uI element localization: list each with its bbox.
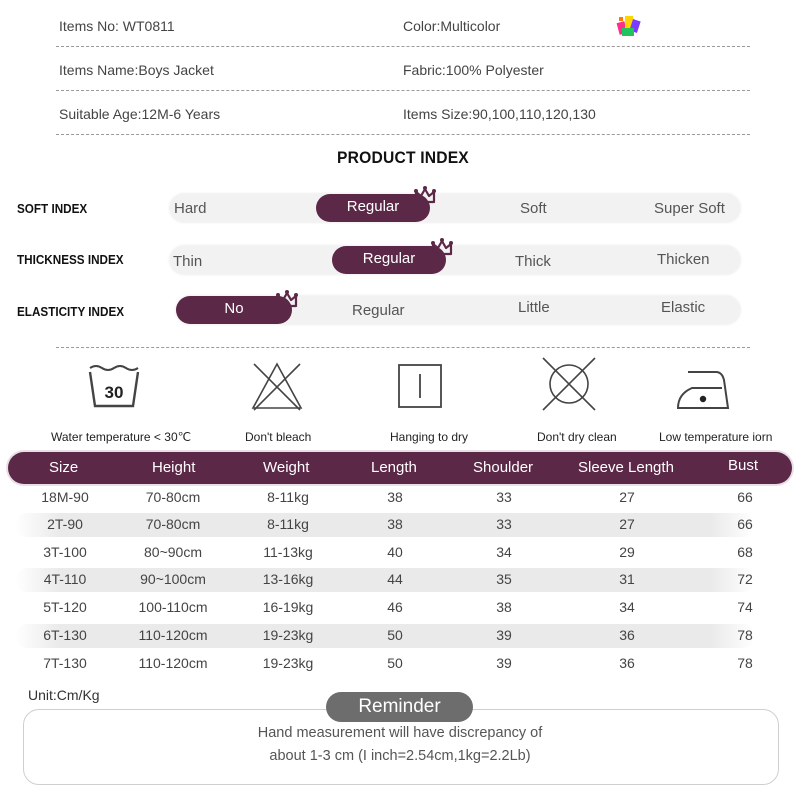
table-row	[15, 513, 755, 537]
elasticity-index-track	[176, 296, 740, 324]
cell-shoulder: 33	[496, 516, 512, 532]
elasticity-index-label: ELASTICITY INDEX	[17, 304, 125, 319]
info-row-3	[56, 90, 750, 135]
header-length: Length	[371, 459, 417, 476]
cell-sleeve-length: 34	[619, 599, 635, 615]
fabric-value: Fabric:100% Polyester	[403, 62, 544, 78]
crown-icon	[276, 290, 298, 308]
crown-icon	[414, 186, 436, 204]
cell-weight: 8-11kg	[267, 489, 309, 505]
low-iron-icon	[676, 366, 730, 412]
header-bust: Bust	[728, 457, 759, 474]
cell-shoulder: 39	[496, 627, 512, 643]
cell-height: 110-120cm	[138, 655, 208, 671]
elasticity-option-little: Little	[518, 299, 550, 316]
soft-option-regular-selected: Regular	[316, 194, 430, 222]
cell-length: 50	[387, 627, 403, 643]
care-label-wash: Water temperature < 30℃	[51, 430, 192, 444]
items-size: Items Size:90,100,110,120,130	[403, 106, 596, 122]
info-row-2	[56, 46, 750, 91]
cell-bust: 78	[737, 627, 753, 643]
cell-size: 5T-120	[43, 599, 87, 615]
reminder-line-1: Hand measurement will have discrepancy of	[257, 725, 543, 741]
multicolor-icon	[616, 14, 642, 38]
cell-shoulder: 34	[496, 544, 512, 560]
care-label-hang-dry: Hanging to dry	[390, 430, 469, 444]
cell-bust: 66	[737, 489, 753, 505]
cell-weight: 19-23kg	[262, 627, 314, 643]
cell-size: 7T-130	[43, 655, 87, 671]
header-sleeve-length: Sleeve Length	[578, 459, 674, 476]
cell-size: 6T-130	[43, 627, 87, 643]
cell-shoulder: 35	[496, 571, 512, 587]
cell-shoulder: 39	[496, 655, 512, 671]
wash-30-icon	[86, 360, 142, 412]
hang-dry-icon	[396, 362, 444, 410]
cell-sleeve-length: 27	[619, 489, 635, 505]
thickness-option-thicken: Thicken	[657, 251, 710, 268]
cell-length: 38	[387, 516, 403, 532]
thickness-option-thin: Thin	[173, 253, 203, 270]
section-divider	[56, 347, 750, 348]
header-size: Size	[49, 459, 79, 476]
elasticity-option-elastic: Elastic	[661, 299, 706, 316]
header-shoulder: Shoulder	[473, 459, 534, 476]
cell-weight: 11-13kg	[263, 544, 313, 560]
cell-shoulder: 38	[496, 599, 512, 615]
cell-bust: 66	[737, 516, 753, 532]
cell-sleeve-length: 36	[619, 655, 635, 671]
cell-weight: 16-19kg	[262, 599, 314, 615]
elasticity-option-no-selected: No	[176, 296, 292, 324]
cell-size: 4T-110	[43, 571, 87, 587]
elasticity-option-regular: Regular	[352, 302, 405, 319]
no-bleach-icon	[250, 360, 304, 412]
soft-option-super-soft: Super Soft	[654, 200, 725, 217]
care-label-dry-clean: Don't dry clean	[537, 430, 617, 444]
cell-size: 18M-90	[41, 489, 89, 505]
reminder-tag: Reminder	[326, 692, 473, 722]
table-row	[15, 596, 755, 620]
cell-bust: 72	[737, 571, 753, 587]
wash-temp-text: 30	[104, 383, 124, 402]
cell-height: 100-110cm	[138, 599, 208, 615]
unit-label: Unit:Cm/Kg	[28, 687, 100, 703]
info-row-1	[56, 2, 750, 47]
items-no: Items No: WT0811	[59, 18, 175, 34]
reminder-line-2: about 1-3 cm (I inch=2.54cm,1kg=2.2Lb)	[269, 748, 531, 764]
header-height: Height	[152, 459, 196, 476]
cell-weight: 13-16kg	[262, 571, 314, 587]
cell-size: 3T-100	[43, 544, 87, 560]
items-name: Items Name:Boys Jacket	[59, 62, 214, 78]
suitable-age: Suitable Age:12M-6 Years	[59, 106, 221, 122]
cell-length: 44	[387, 571, 403, 587]
cell-sleeve-length: 36	[619, 627, 635, 643]
table-row	[15, 568, 755, 592]
thickness-index-label: THICKNESS INDEX	[17, 252, 124, 267]
thickness-option-thick: Thick	[515, 253, 551, 270]
table-row	[15, 541, 755, 565]
cell-height: 90~100cm	[140, 571, 206, 587]
color-value: Color:Multicolor	[403, 18, 501, 34]
cell-bust: 78	[737, 655, 753, 671]
cell-length: 38	[387, 489, 403, 505]
cell-size: 2T-90	[47, 516, 83, 532]
soft-option-soft: Soft	[520, 200, 547, 217]
soft-index-label: SOFT INDEX	[17, 201, 88, 216]
cell-weight: 19-23kg	[262, 655, 314, 671]
table-row	[15, 652, 755, 676]
thickness-index-track	[170, 246, 740, 274]
cell-weight: 8-11kg	[267, 516, 309, 532]
product-index-title: PRODUCT INDEX	[337, 148, 469, 167]
crown-icon	[431, 238, 453, 256]
care-label-iron: Low temperature iorn	[659, 430, 773, 444]
cell-length: 46	[387, 599, 403, 615]
thickness-option-regular-selected: Regular	[332, 246, 446, 274]
cell-height: 70-80cm	[145, 489, 201, 505]
cell-length: 40	[387, 544, 403, 560]
cell-length: 50	[387, 655, 403, 671]
cell-bust: 68	[737, 544, 753, 560]
soft-option-hard: Hard	[174, 200, 207, 217]
cell-sleeve-length: 27	[619, 516, 635, 532]
care-label-bleach: Don't bleach	[245, 430, 312, 444]
header-weight: Weight	[263, 459, 310, 476]
cell-sleeve-length: 31	[619, 571, 635, 587]
cell-height: 80~90cm	[144, 544, 202, 560]
cell-height: 110-120cm	[138, 627, 208, 643]
table-row	[15, 624, 755, 648]
cell-bust: 74	[737, 599, 753, 615]
table-row	[15, 486, 755, 510]
size-table-header	[8, 452, 792, 484]
soft-index-track	[170, 194, 740, 222]
no-dry-clean-icon	[540, 356, 598, 412]
cell-height: 70-80cm	[145, 516, 201, 532]
cell-shoulder: 33	[496, 489, 512, 505]
cell-sleeve-length: 29	[619, 544, 635, 560]
